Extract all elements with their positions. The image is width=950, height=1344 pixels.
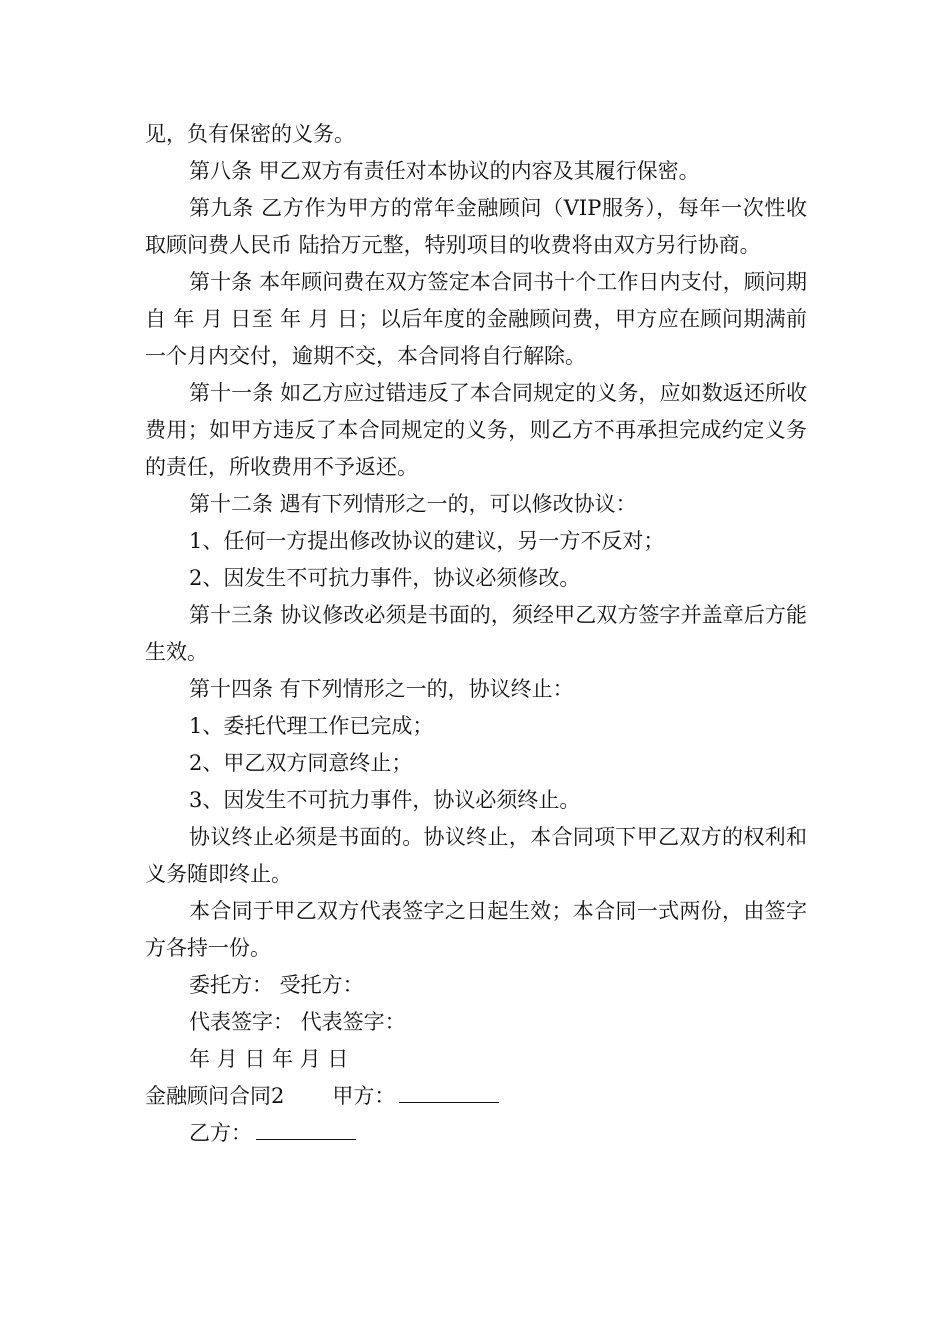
party-a-blank-line	[399, 1081, 499, 1103]
party-a-label: 甲方：	[332, 1084, 396, 1108]
signature-date-line: 年 月 日 年 月 日	[189, 1047, 349, 1071]
paragraph-effective-date: 本合同于甲乙双方代表签字之日起生效；本合同一式两份，由签字方各持一份。	[145, 899, 807, 960]
party-b-blank-line	[256, 1118, 356, 1140]
paragraph-article-9: 第九条 乙方作为甲方的常年金融顾问（VIP服务），每年一次性收取顾问费人民币 陆拾万元整，特别项目的收费将由双方另行协商。	[145, 196, 807, 257]
paragraph-article-8: 第八条 甲乙双方有责任对本协议的内容及其履行保密。	[189, 159, 700, 183]
paragraph-article-13: 第十三条 协议修改必须是书面的，须经甲乙双方签字并盖章后方能生效。	[145, 603, 807, 664]
paragraph-article-14-item-2: 2、甲乙双方同意终止；	[189, 751, 413, 775]
signature-representatives-line: 代表签字： 代表签字：	[189, 1010, 406, 1034]
paragraph-article-10: 第十条 本年顾问费在双方签定本合同书十个工作日内支付，顾问期自 年 月 日至 年 月 日；以后年度的金融顾问费，甲方应在顾问期满前一个月内交付，逾期不交，本合同将自行解除。	[145, 270, 807, 368]
contract2-title: 金融顾问合同2	[145, 1084, 285, 1108]
signature-parties-line: 委托方： 受托方：	[189, 973, 364, 997]
party-b-line	[145, 1115, 807, 1152]
paragraph-termination-written: 协议终止必须是书面的。协议终止，本合同项下甲乙双方的权利和义务随即终止。	[145, 825, 807, 886]
paragraph-article-14: 第十四条 有下列情形之一的，协议终止：	[189, 677, 574, 701]
party-b-label: 乙方：	[189, 1121, 252, 1145]
paragraph-1: 见，负有保密的义务。	[145, 122, 355, 146]
paragraph-article-14-item-1: 1、委托代理工作已完成；	[189, 714, 434, 738]
document-body	[145, 116, 807, 1152]
contract2-header-line	[145, 1078, 807, 1115]
paragraph-article-11: 第十一条 如乙方应过错违反了本合同规定的义务，应如数返还所收费用；如甲方违反了本合同规定的义务，则乙方不再承担完成约定义务的责任，所收费用不予返还。	[145, 381, 807, 479]
paragraph-article-12: 第十二条 遇有下列情形之一的，可以修改协议：	[189, 492, 637, 516]
paragraph-article-12-item-2: 2、因发生不可抗力事件，协议必须修改。	[189, 566, 581, 590]
paragraph-article-14-item-3: 3、因发生不可抗力事件，协议必须终止。	[189, 788, 581, 812]
paragraph-article-12-item-1: 1、任何一方提出修改协议的建议，另一方不反对；	[189, 529, 665, 553]
